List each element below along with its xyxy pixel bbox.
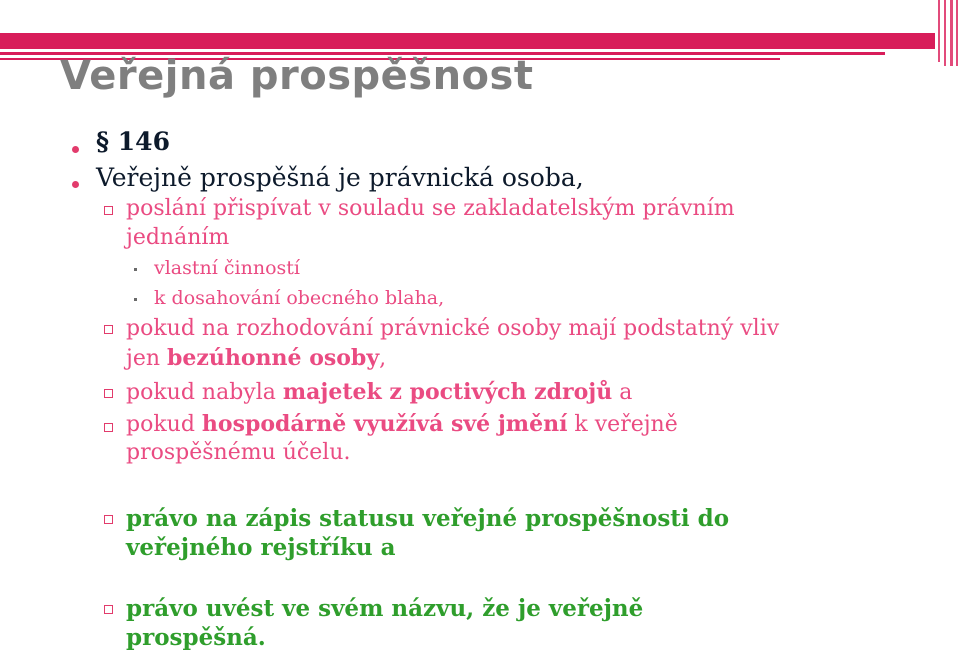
condition-mission-cont: jednáním (126, 225, 230, 250)
text-run: , (379, 346, 387, 371)
bullet-small (134, 268, 137, 271)
header-band (0, 33, 935, 49)
right-registry-cont: veřejného rejstříku a (126, 534, 396, 561)
condition-assets (126, 379, 632, 405)
text-run: k veřejně (567, 412, 678, 437)
right-name-cont: prospěšná. (126, 624, 266, 651)
right-name: právo uvést ve svém názvu, že je veřejně (126, 595, 644, 622)
condition-mission: poslání přispívat v souladu se zakladatelským právním (126, 196, 735, 221)
condition-economy (126, 411, 678, 437)
text-run: pokud nabyla (126, 380, 283, 405)
subitem-own-activity: vlastní činností (154, 257, 300, 279)
condition-economy-cont: prospěšnému účelu. (126, 440, 351, 465)
header-vertical-line (956, 0, 958, 66)
header-vertical-line (944, 0, 946, 66)
right-registry: právo na zápis statusu veřejné prospěšnosti do (126, 505, 730, 532)
bullet-square (104, 605, 113, 614)
definition-text: Veřejně prospěšná je právnická osoba, (96, 163, 584, 192)
condition-influence-cont (126, 345, 386, 371)
subitem-common-good: k dosahování obecného blaha, (154, 287, 445, 309)
text-run: jen (126, 346, 168, 371)
bullet-square (104, 389, 113, 398)
bullet-square (104, 206, 113, 215)
slide-title: Veřejná prospěšnost (60, 53, 534, 99)
emphasis-economical-use: hospodárně využívá své jmění (201, 411, 568, 437)
condition-influence: pokud na rozhodování právnické osoby mají podstatný vliv (126, 316, 780, 341)
header-vertical-line (950, 0, 953, 66)
text-run: a (612, 380, 633, 405)
text-run: pokud (126, 412, 202, 437)
emphasis-honest-sources: majetek z poctivých zdrojů (282, 379, 613, 405)
emphasis-blameless: bezúhonné osoby (167, 345, 380, 371)
bullet-dot (72, 146, 79, 153)
bullet-square (104, 325, 113, 334)
section-number: § 146 (96, 127, 170, 156)
bullet-square (104, 423, 113, 432)
bullet-dot (72, 181, 79, 188)
bullet-square (104, 515, 113, 524)
bullet-small (134, 298, 137, 301)
header-vertical-line (938, 0, 940, 62)
